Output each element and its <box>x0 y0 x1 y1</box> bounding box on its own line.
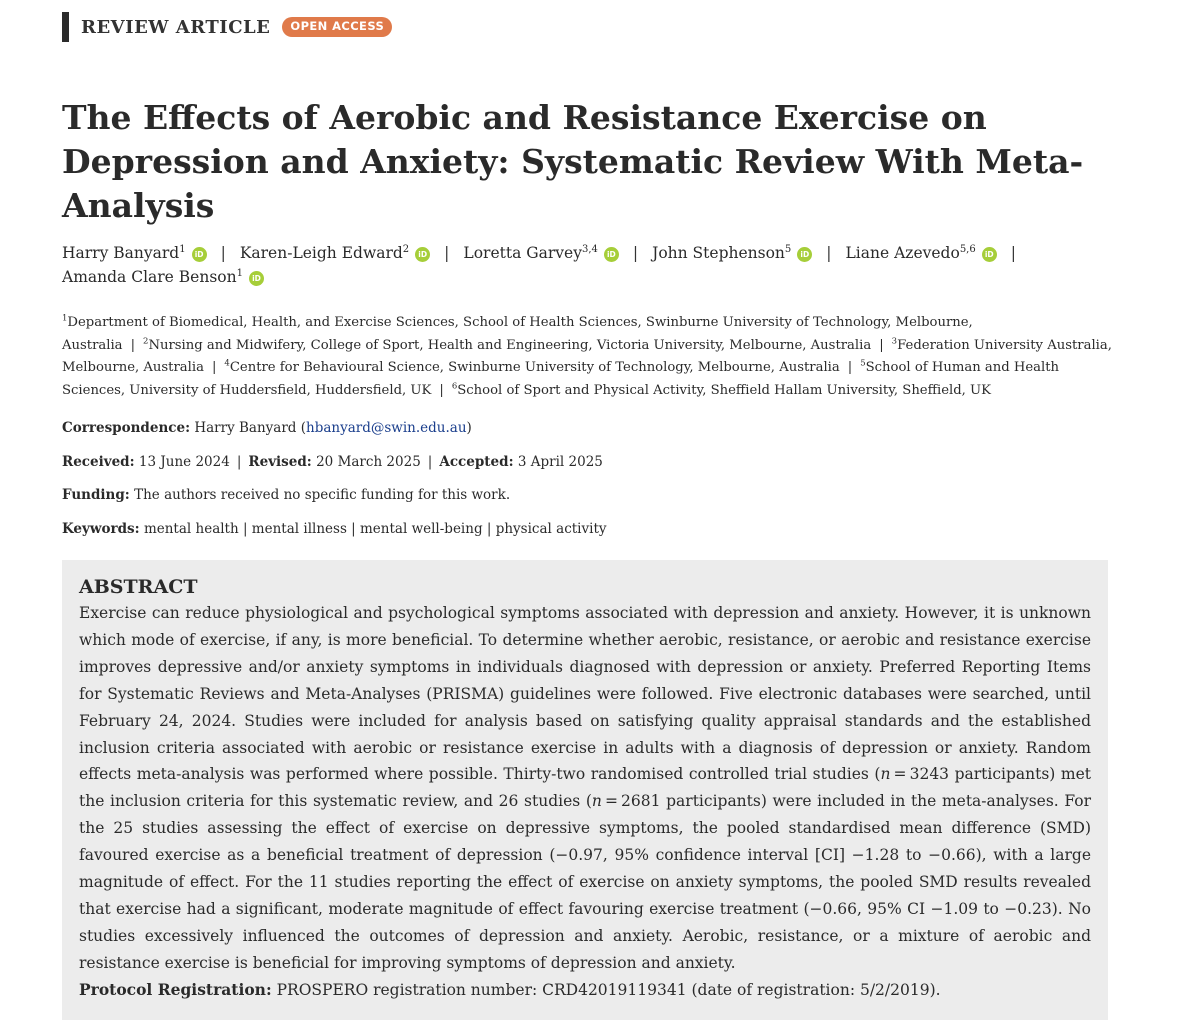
author-separator: | <box>1010 244 1016 262</box>
revised-label: Revised: <box>248 454 312 470</box>
correspondence-line: Correspondence: Harry Banyard (hbanyard@swin.edu.au) <box>62 420 472 436</box>
affiliation-text: Department of Biomedical, Health, and Exercise Sciences, School of Health Sciences, Swinburne University of Technology, Melbourne, Australia <box>62 315 973 353</box>
author-item[interactable] <box>62 244 207 262</box>
author-list <box>62 241 1112 289</box>
orcid-icon[interactable]: iD <box>192 247 207 262</box>
affiliation-number: 4 <box>224 358 230 369</box>
affiliation-separator: | <box>211 360 217 375</box>
funding-line <box>62 485 1112 505</box>
author-affiliation-ref: 1 <box>179 243 186 255</box>
author-affiliation-ref: 2 <box>402 243 410 255</box>
accepted-date: 3 April 2025 <box>517 454 603 470</box>
author-separator: | <box>444 244 450 262</box>
protocol-registration <box>79 977 1091 1004</box>
author-name[interactable]: Harry Banyard <box>62 244 180 262</box>
date-separator: | <box>427 454 433 470</box>
author-name[interactable]: Loretta Garvey <box>463 244 582 262</box>
affiliation-number: 5 <box>860 358 866 369</box>
protocol-text: PROSPERO registration number: CRD42019119341 (date of registration: 5/2/2019). <box>276 980 941 999</box>
date-separator: | <box>236 454 242 470</box>
received-date: 13 June 2024 <box>138 454 230 470</box>
affiliation-separator: | <box>847 360 853 375</box>
article-title: The Effects of Aerobic and Resistance Exercise on Depression and Anxiety: Systematic Review With Meta-Analysis <box>62 98 1084 225</box>
author-item[interactable] <box>62 268 264 286</box>
affiliation-text: Centre for Behavioural Science, Swinburne University of Technology, Melbourne, Australia <box>229 360 840 375</box>
affiliation-separator: | <box>439 382 444 398</box>
orcid-icon[interactable]: iD <box>604 247 619 262</box>
affiliation-number: 1 <box>62 313 68 324</box>
correspondence-label: Correspondence: <box>62 420 191 436</box>
affiliation-separator: | <box>130 337 136 353</box>
affiliation-text: School of Human and Health Sciences, University of Huddersfield, Huddersfield, UK <box>62 360 1060 398</box>
author-item[interactable] <box>652 244 812 262</box>
author-affiliation-ref: 3,4 <box>581 243 598 255</box>
accepted-label: Accepted: <box>439 454 514 470</box>
author-item[interactable] <box>463 244 618 262</box>
funding-label: Funding: <box>62 487 130 503</box>
author-affiliation-ref: 5,6 <box>959 243 976 255</box>
affiliation-separator: | <box>879 337 884 353</box>
abstract-text-part: = 2681 participants) were included in the meta-analyses. For the 25 studies assessing the effect of exercise on depressive symptoms, the pooled standardised mean difference (SMD) favoured exercise as a beneficial treatment of depression (−0.97, 95% confidence interval [CI] −1.28 to −0.66), with a large magnitude of effect. For the 11 studies reporting the effect of exercise on anxiety symptoms, the pooled SMD results revealed that exercise had a significant, moderate magnitude of effect favouring exercise treatment (−0.66, 95% CI −1.09 to −0.23). No studies excessively influenced the outcomes of depression and anxiety. Aerobic, resistance, or a mixture of aerobic and resistance exercise is beneficial for improving symptoms of depression and anxiety. <box>79 792 1091 972</box>
article-type-label: REVIEW ARTICLE <box>81 16 271 38</box>
funding-text: The authors received no specific funding for this work. <box>134 487 511 503</box>
affiliation-text: School of Sport and Physical Activity, Sheffield Hallam University, Sheffield, UK <box>457 382 992 398</box>
keywords-text: mental health | mental illness | mental well-being | physical activity <box>143 521 607 537</box>
affiliation-list <box>62 312 1112 402</box>
article-header <box>62 12 392 42</box>
correspondence-email-link[interactable]: hbanyard@swin.edu.au <box>306 420 467 436</box>
affiliation-number: 3 <box>891 336 898 347</box>
sample-size-symbol: n <box>880 765 891 784</box>
affiliation-number: 2 <box>143 336 149 347</box>
abstract-body <box>79 600 1091 977</box>
affiliation-text: Nursing and Midwifery, College of Sport, Health and Engineering, Victoria University, Melbourne, Australia <box>148 337 872 353</box>
open-access-badge: OPEN ACCESS <box>282 17 392 37</box>
abstract-text-part: Exercise can reduce physiological and psychological symptoms associated with depression and anxiety. However, it is unknown which mode of exercise, if any, is more beneficial. To determine whether aerobic, resistance, or aerobic and resistance exercise improves depressive and/or anxiety symptoms in individuals diagnosed with depression or anxiety. Preferred Reporting Items for Systematic Reviews and Meta-Analyses (PRISMA) guidelines were followed. Five electronic databases were searched, until February 24, 2024. Studies were included for analysis based on satisfying quality appraisal standards and the established inclusion criteria associated with aerobic or resistance exercise in adults with a diagnosis of depression or anxiety. Random effects meta-analysis was performed where possible. Thirty-two randomised controlled trial studies ( <box>79 604 1091 784</box>
revised-date: 20 March 2025 <box>316 454 421 470</box>
author-name[interactable]: Karen-Leigh Edward <box>239 244 403 262</box>
author-name[interactable]: Liane Azevedo <box>845 244 960 262</box>
keywords-line <box>62 519 1112 539</box>
dates-line <box>62 452 1112 472</box>
author-name[interactable]: Amanda Clare Benson <box>62 268 237 286</box>
abstract-heading: ABSTRACT <box>79 576 198 598</box>
protocol-label: Protocol Registration: <box>79 979 272 999</box>
orcid-icon[interactable]: iD <box>249 271 264 286</box>
orcid-icon[interactable]: iD <box>797 247 812 262</box>
affiliation-number: 6 <box>451 381 458 392</box>
abstract-box <box>62 560 1108 1020</box>
keywords-label: Keywords: <box>62 521 140 537</box>
author-item[interactable] <box>240 244 430 262</box>
abstract-text-part: = 3243 participants) met the inclusion criteria for this systematic review, and 26 studies ( <box>79 765 1091 811</box>
orcid-icon[interactable]: iD <box>415 247 430 262</box>
header-accent-bar <box>62 12 69 42</box>
sample-size-symbol: n <box>591 792 602 811</box>
author-name[interactable]: John Stephenson <box>652 244 785 262</box>
author-affiliation-ref: 5 <box>784 243 792 255</box>
orcid-icon[interactable]: iD <box>982 247 997 262</box>
correspondence-name: Harry Banyard <box>194 420 297 436</box>
received-label: Received: <box>62 454 135 470</box>
author-affiliation-ref: 1 <box>236 267 243 279</box>
author-separator: | <box>632 244 639 262</box>
author-separator: | <box>220 244 226 262</box>
author-separator: | <box>826 244 832 262</box>
affiliation-text: Federation University Australia, Melbourne, Australia <box>62 337 1112 375</box>
author-item[interactable] <box>846 244 997 262</box>
